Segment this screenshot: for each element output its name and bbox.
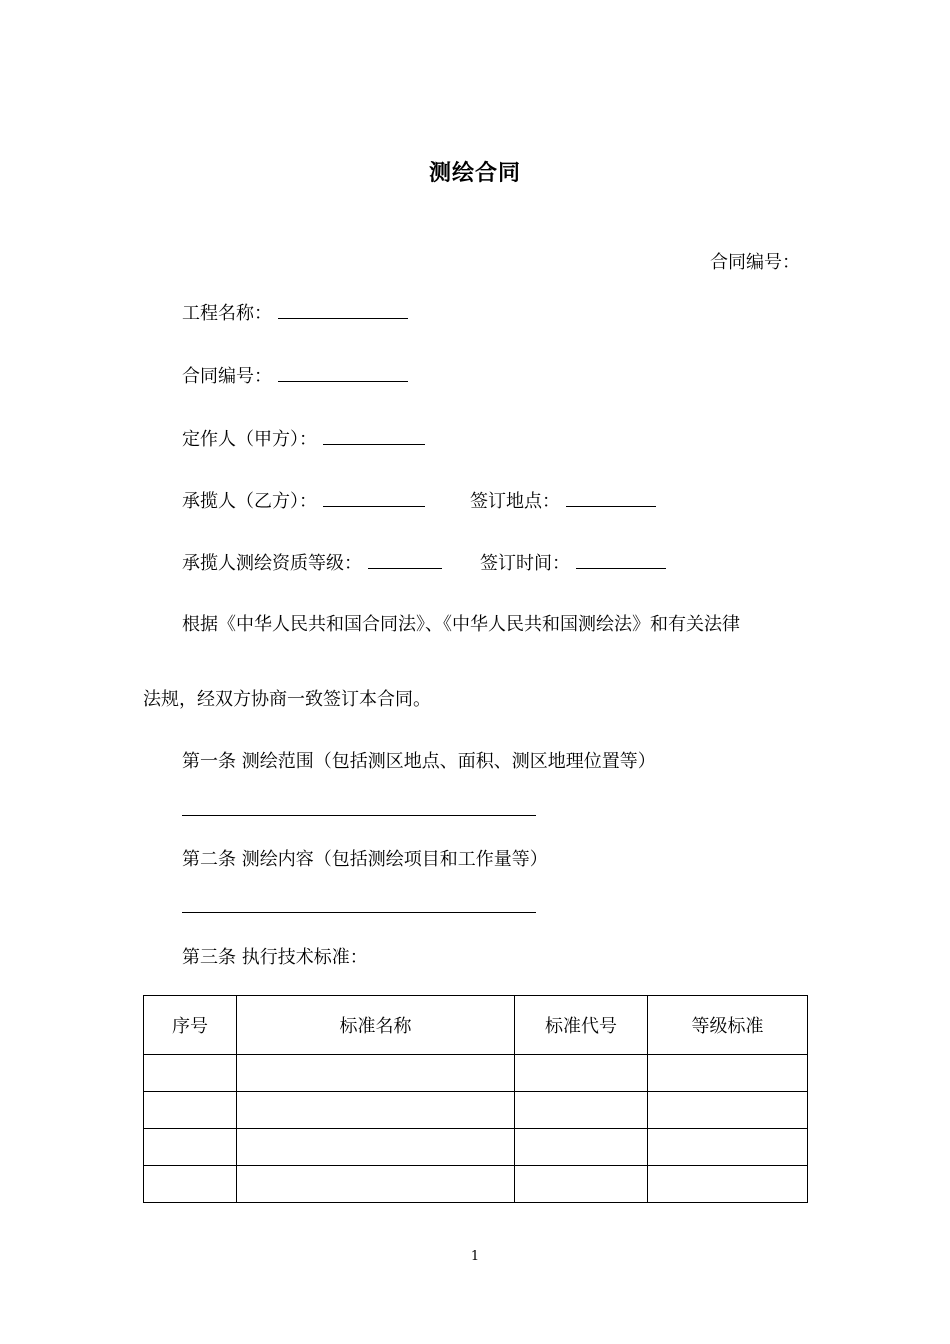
document-title: 测绘合同 [428, 161, 521, 186]
sign-time-blank[interactable] [576, 550, 666, 569]
preamble-line-1: 根据《中华人民共和国合同法》、《中华人民共和国测绘法》和有关法律 [182, 614, 740, 635]
party-a-label: 定作人（甲方）： [182, 429, 317, 450]
contract-number-blank[interactable] [278, 363, 408, 382]
table-cell[interactable] [648, 1092, 808, 1129]
contract-number-top: 合同编号： [710, 252, 800, 273]
table-cell[interactable] [515, 1055, 648, 1092]
table-cell[interactable] [515, 1092, 648, 1129]
table-cell[interactable] [144, 1166, 237, 1203]
table-header-row [144, 996, 808, 1055]
table-cell[interactable] [648, 1166, 808, 1203]
sign-time-label: 签订时间： [480, 553, 570, 574]
project-name-row [182, 300, 408, 326]
article-2-blank[interactable] [182, 912, 536, 913]
project-name-blank[interactable] [278, 300, 408, 319]
table-cell[interactable] [144, 1129, 237, 1166]
article-1: 第一条 测绘范围（包括测区地点、面积、测区地理位置等） [182, 751, 656, 772]
project-name-label: 工程名称： [182, 303, 272, 324]
table-cell[interactable] [237, 1092, 515, 1129]
sign-place-label: 签订地点： [470, 491, 560, 512]
sign-place-blank[interactable] [566, 488, 656, 507]
table-cell[interactable] [515, 1129, 648, 1166]
table-row [144, 1055, 808, 1092]
table-cell[interactable] [648, 1129, 808, 1166]
header-standard-code: 标准代号 [515, 996, 648, 1055]
article-3: 第三条 执行技术标准： [182, 947, 368, 968]
party-b-blank[interactable] [323, 488, 425, 507]
table-row [144, 1129, 808, 1166]
page-number: 1 [470, 1249, 480, 1264]
contract-number-row [182, 363, 408, 389]
preamble-line-2: 法规，经双方协商一致签订本合同。 [143, 689, 431, 710]
standards-table [143, 995, 808, 1203]
header-serial-no: 序号 [144, 996, 237, 1055]
table-cell[interactable] [237, 1166, 515, 1203]
qualification-blank[interactable] [368, 550, 442, 569]
table-cell[interactable] [237, 1129, 515, 1166]
contract-number-label: 合同编号： [182, 366, 272, 387]
header-standard-name: 标准名称 [237, 996, 515, 1055]
table-row [144, 1092, 808, 1129]
party-b-row [182, 488, 425, 514]
qualification-row [182, 550, 442, 576]
party-a-row [182, 426, 425, 452]
article-1-blank[interactable] [182, 815, 536, 816]
table-cell[interactable] [648, 1055, 808, 1092]
table-row [144, 1166, 808, 1203]
party-a-blank[interactable] [323, 426, 425, 445]
table-cell[interactable] [515, 1166, 648, 1203]
table-cell[interactable] [237, 1055, 515, 1092]
header-grade-standard: 等级标准 [648, 996, 808, 1055]
party-b-label: 承揽人（乙方）： [182, 491, 317, 512]
table-cell[interactable] [144, 1055, 237, 1092]
sign-time-row [480, 550, 666, 576]
sign-place-row [470, 488, 656, 514]
article-2: 第二条 测绘内容（包括测绘项目和工作量等） [182, 849, 548, 870]
table-cell[interactable] [144, 1092, 237, 1129]
qualification-label: 承揽人测绘资质等级： [182, 553, 362, 574]
